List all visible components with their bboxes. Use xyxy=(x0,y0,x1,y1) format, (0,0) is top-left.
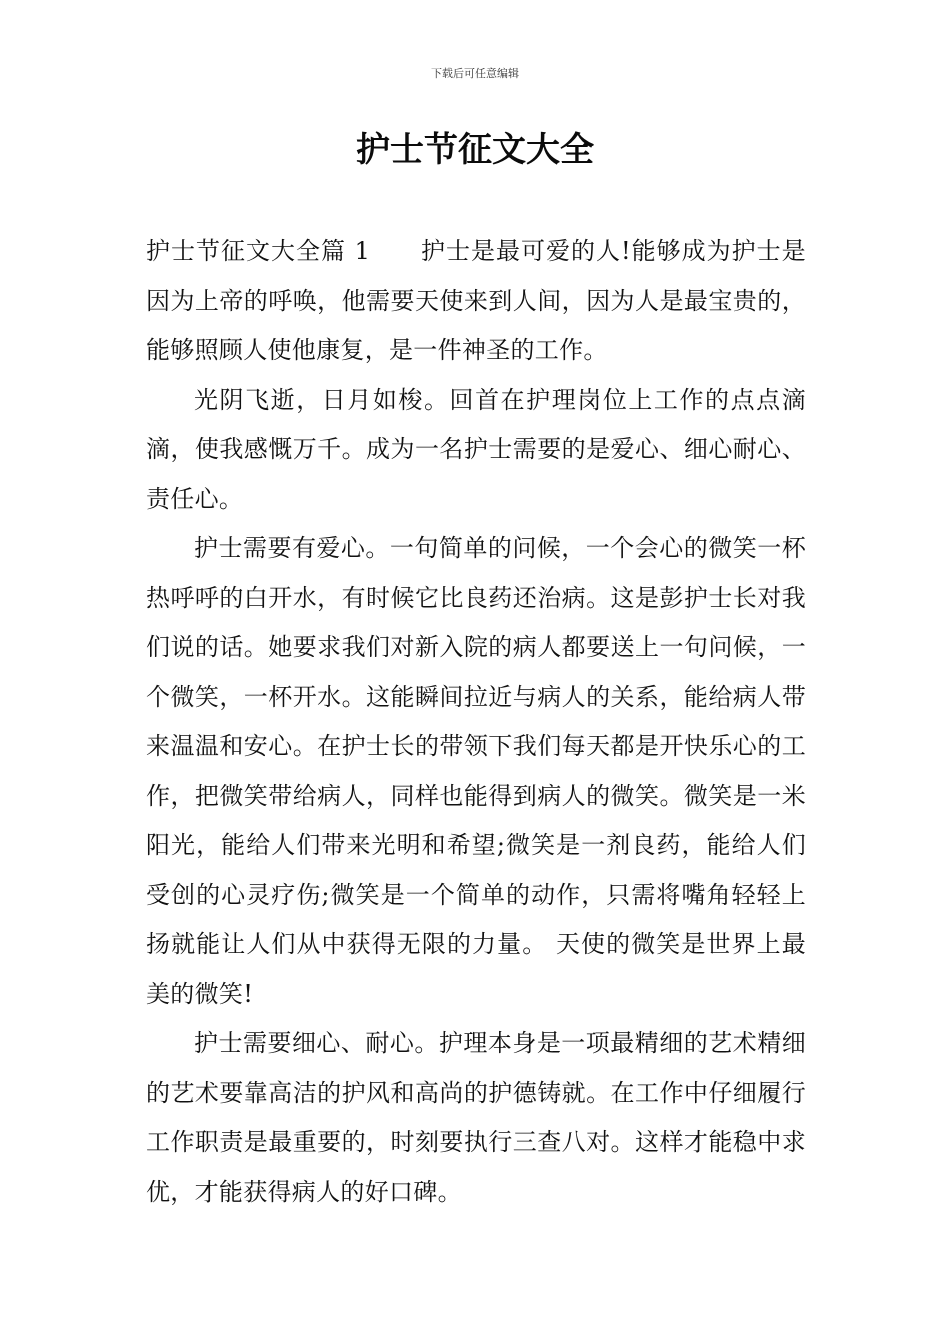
header-note: 下载后可任意编辑 xyxy=(431,67,519,80)
paragraph-1-text: 护士是最可爱的人!能够成为护士是因为上帝的呼唤，他需要天使来到人间，因为人是最宝贵的，能够照顾人使他康复，是一件神圣的工作。 xyxy=(146,237,806,364)
document-title: 护士节征文大全 xyxy=(356,130,594,170)
paragraph-2: 光阴飞逝，日月如梭。回首在护理岗位上工作的点点滴滴，使我感慨万千。成为一名护士需要的是爱心、细心耐心、责任心。 xyxy=(146,385,806,513)
article-body xyxy=(146,227,806,1217)
paragraph-3: 护士需要有爱心。一句简单的问候，一个会心的微笑一杯热呼呼的白开水，有时候它比良药还治病。这是彭护士长对我们说的话。她要求我们对新入院的病人都要送上一句问候，一个微笑，一杯开水。这能瞬间拉近与病人的关系，能给病人带来温温和安心。在护士长的带领下我们每天都是开快乐心的工作，把微笑带给病人，同样也能得到病人的微笑。微笑是一米阳光，能给人们带来光明和希望;微笑是一剂良药，能给人们受创的心灵疗伤;微笑是一个简单的动作，只需将嘴角轻轻上扬就能让人们从中获得无限的力量。 天使的微笑是世界上最美的微笑! xyxy=(146,534,806,1008)
paragraph-4: 护士需要细心、耐心。护理本身是一项最精细的艺术精细的艺术要靠高洁的护风和高尚的护德铸就。在工作中仔细履行工作职责是最重要的，时刻要执行三查八对。这样才能稳中求优，才能获得病人的好口碑。 xyxy=(146,1029,806,1206)
section-label: 护士节征文大全篇 1 xyxy=(146,237,371,265)
paragraph-1 xyxy=(146,227,806,376)
